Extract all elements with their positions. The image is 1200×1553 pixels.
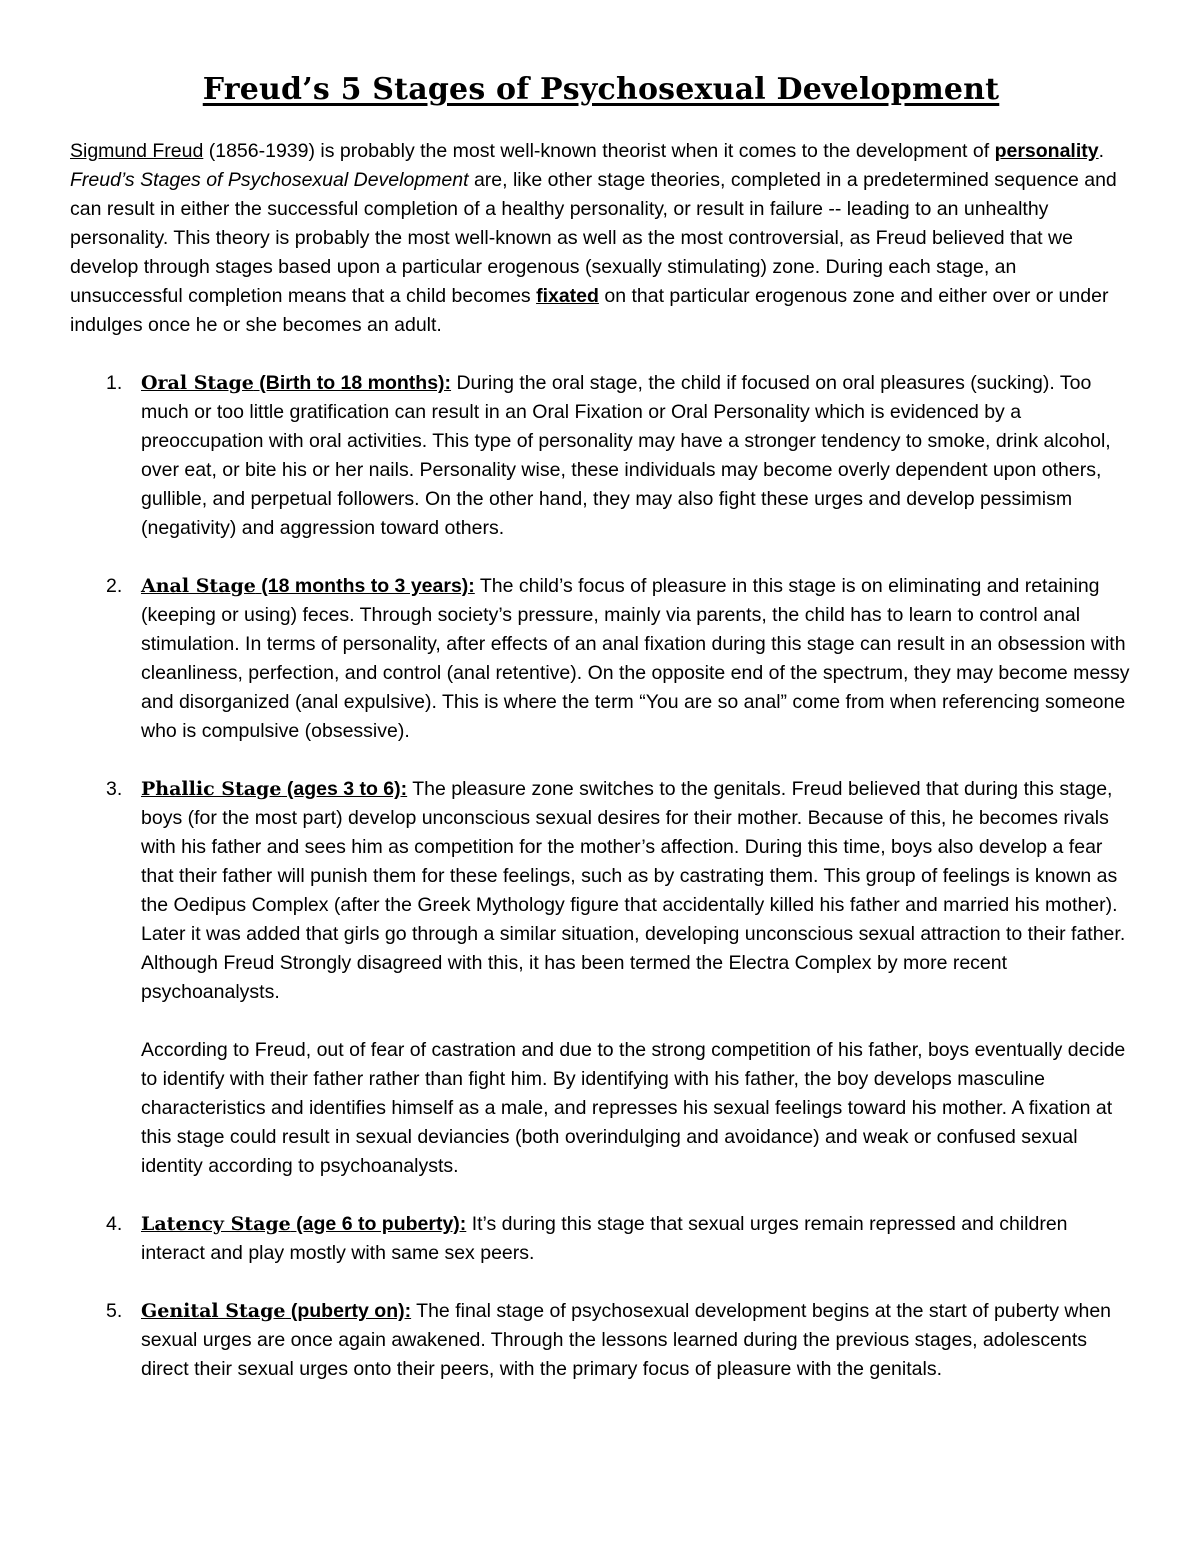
fixated-term: fixated <box>536 285 599 307</box>
stage-description: The final stage of psychosexual development begins at the start of puberty when sexual urges are once again awakened. Through the lessons learned during the previous stages, adolescents direct their sexual urges onto their peers, with the primary focus of pleasure with the genitals. <box>141 1300 1112 1380</box>
theory-name: Freud’s Stages of Psychosexual Development <box>70 169 469 191</box>
intro-paragraph <box>70 137 1132 340</box>
stage-age: (puberty on): <box>285 1300 412 1322</box>
stage-age: (age 6 to puberty): <box>290 1213 467 1235</box>
stage-description: During the oral stage, the child if focused on oral pleasures (sucking). Too much or too little gratification can result in an Oral Fixation or Oral Personality which is evidenced by a preoccupation with oral activities. This type of personality may have a stronger tendency to smoke, drink alcohol, over eat, or bite his or her nails. Personality wise, these individuals may become overly dependent upon others, gullible, and perpetual followers. On the other hand, they may also fight these urges and develop pessimism (negativity) and aggression toward others. <box>141 372 1111 539</box>
stage-name: Phallic Stage <box>141 778 282 800</box>
intro-text-2: . <box>1098 140 1105 162</box>
stage-description: It’s during this stage that sexual urges remain repressed and children interact and play mostly with same sex peers. <box>141 1213 1068 1264</box>
stage-description: The pleasure zone switches to the genitals. Freud believed that during this stage, boys (for the most part) develop unconscious sexual desires for their mother. Because of this, he becomes rivals with his father and sees him as competition for the mother’s affection. During this time, boys also develop a fear that their father will punish them for these feelings, such as by castrating them. This group of feelings is known as the Oedipus Complex (after the Greek Mythology figure that accidentally killed his father and married his mother). <box>141 778 1118 916</box>
intro-text-4: on that particular erogenous zone and either over or under indulges once he or she becomes an adult. <box>70 285 1109 336</box>
stage-number: 5. <box>106 1300 123 1322</box>
stage-age: (Birth to 18 months): <box>253 372 452 394</box>
intro-text-3: are, like other stage theories, completed in a predetermined sequence and can result in either the successful completion of a healthy personality, or result in failure -- leading to an unhealthy personality. This theory is probably the most well-known as well as the most controversial, as Freud believed that we develop through stages based upon a particular erogenous (sexually stimulating) zone. During each stage, an unsuccessful completion means that a child becomes <box>70 169 1117 307</box>
stage-number: 2. <box>106 575 123 597</box>
stage-name: Oral Stage <box>141 372 254 394</box>
stage-item-phallic <box>70 775 1132 1181</box>
paragraph-spacer <box>141 1007 1132 1036</box>
stage-number: 1. <box>106 372 123 394</box>
stages-list <box>70 369 1132 1384</box>
stage-item-genital <box>70 1297 1132 1384</box>
stage-age: (18 months to 3 years): <box>255 575 475 597</box>
stage-item-oral <box>70 369 1132 543</box>
intro-text-1: (1856-1939) is probably the most well-known theorist when it comes to the development of <box>203 140 995 162</box>
stage-item-latency <box>70 1210 1132 1268</box>
stage-name: Genital Stage <box>141 1300 286 1322</box>
document-title: Freud’s 5 Stages of Psychosexual Development <box>202 72 1000 107</box>
stage-age: (ages 3 to 6): <box>281 778 408 800</box>
stage-name: Anal Stage <box>141 575 256 597</box>
stage-name: Latency Stage <box>141 1213 291 1235</box>
stage-description: The child’s focus of pleasure in this stage is on eliminating and retaining (keeping or using) feces. Through society’s pressure, mainly via parents, the child has to learn to control anal stimulation. In terms of personality, after effects of an anal fixation during this stage can result in an obsession with cleanliness, perfection, and control (anal retentive). On the opposite end of the spectrum, they may become messy and disorganized (anal expulsive). This is where the term “You are so anal” come from when referencing someone who is compulsive (obsessive). <box>141 575 1130 742</box>
freud-name-link[interactable]: Sigmund Freud <box>70 140 204 162</box>
personality-link[interactable]: personality <box>994 140 1099 162</box>
stage-number: 4. <box>106 1213 123 1235</box>
stage-description-continued: Later it was added that girls go through a similar situation, developing unconscious sexual attraction to their father. Although Freud Strongly disagreed with this, it has been termed the Electra Complex by more recent psychoanalysts. <box>141 923 1126 1003</box>
stage-description-paragraph: According to Freud, out of fear of castration and due to the strong competition of his father, boys eventually decide to identify with their father rather than fight him. By identifying with his father, the boy develops masculine characteristics and identifies himself as a male, and represses his sexual feelings toward his mother. A fixation at this stage could result in sexual deviancies (both overindulging and avoidance) and weak or confused sexual identity according to psychoanalysts. <box>141 1039 1126 1177</box>
stage-number: 3. <box>106 778 123 800</box>
stage-item-anal <box>70 572 1132 746</box>
